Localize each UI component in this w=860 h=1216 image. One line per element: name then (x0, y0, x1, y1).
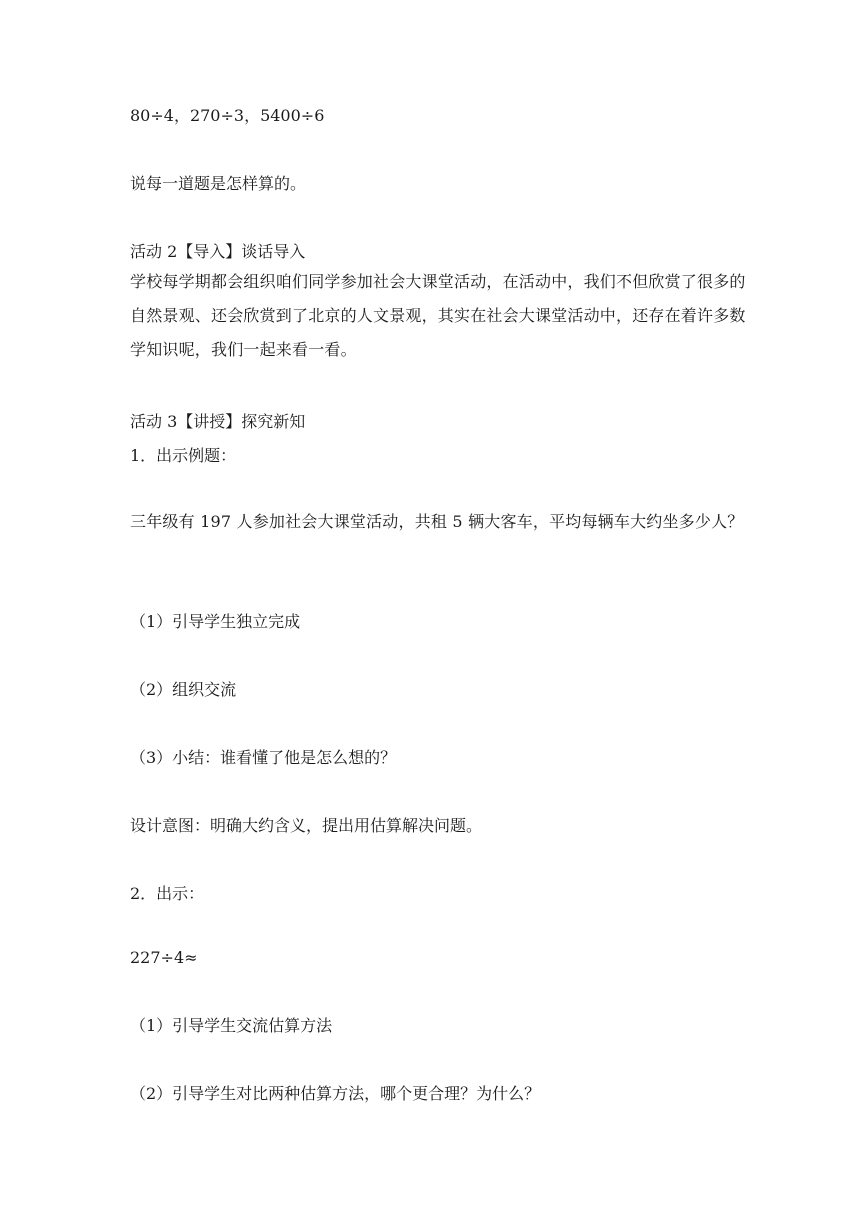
activity-2-paragraph: 学校每学期都会组织咱们同学参加社会大课堂活动，在活动中，我们不但欣赏了很多的自然景观、还会欣赏到了北京的人文景观，其实在社会大课堂活动中，还存在着许多数学知识呢，我们一起来看一看。 (130, 272, 746, 359)
estimation-step-1: （1）引导学生交流估算方法 (130, 1016, 333, 1035)
estimation-expression: 227÷4≈ (130, 948, 198, 967)
step-2: （2）组织交流 (130, 680, 237, 699)
exercise-instruction: 说每一道题是怎样算的。 (130, 174, 307, 193)
activity-2-heading: 活动 2【导入】谈话导入 (130, 242, 306, 261)
example-problem: 三年级有 197 人参加社会大课堂活动，共租 5 辆大客车，平均每辆车大约坐多少人？ (130, 512, 744, 531)
activity-3-heading: 活动 3【讲授】探究新知 (130, 412, 306, 431)
step-1: （1）引导学生独立完成 (130, 612, 301, 631)
section-2-heading: 2．出示： (130, 884, 205, 903)
estimation-step-2: （2）引导学生对比两种估算方法，哪个更合理？为什么？ (130, 1084, 541, 1103)
example-heading: 1．出示例题： (130, 446, 237, 465)
design-intent: 设计意图：明确大约含义，提出用估算解决问题。 (130, 816, 483, 835)
step-3: （3）小结：谁看懂了他是怎么想的？ (130, 748, 397, 767)
exercise-expressions: 80÷4，270÷3，5400÷6 (130, 106, 325, 125)
